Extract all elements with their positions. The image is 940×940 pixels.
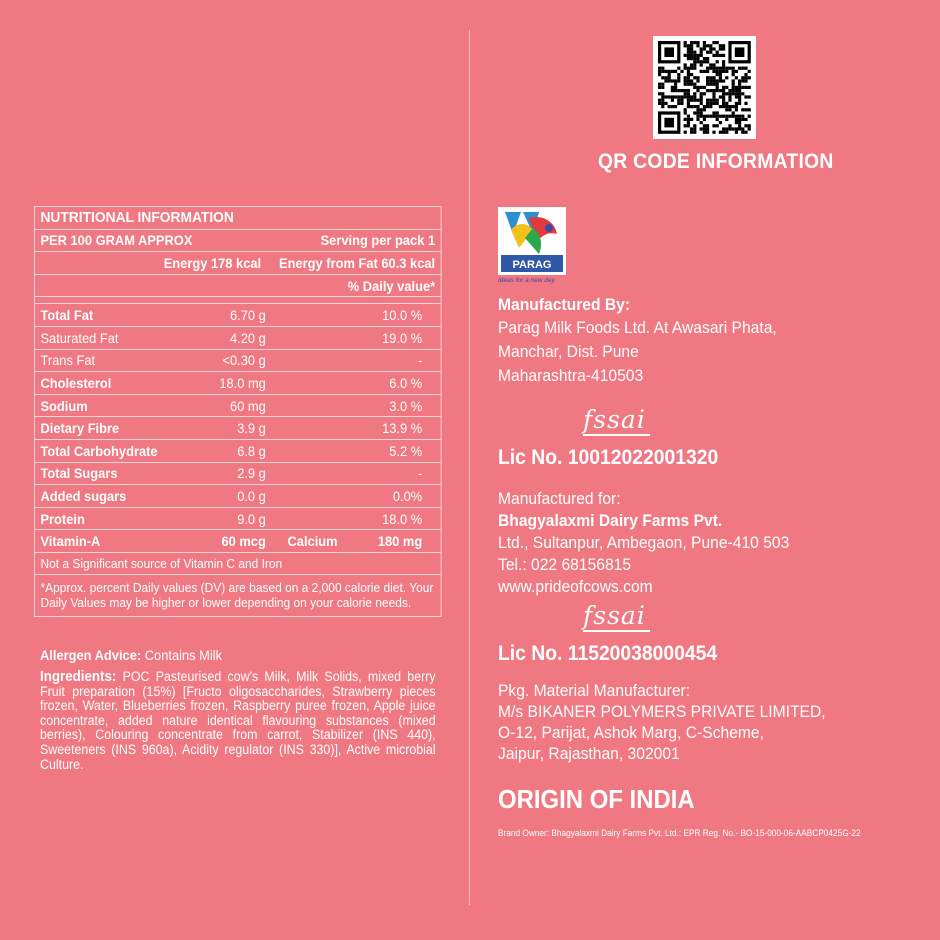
license-number-1: Lic No. 10012022001320 bbox=[498, 446, 719, 469]
nutrient-name: Added sugars bbox=[40, 487, 127, 504]
nutrient-row bbox=[35, 372, 441, 395]
nutrient-dv: 0.0% bbox=[392, 487, 423, 504]
nutrient-name: Total Carbohydrate bbox=[40, 442, 158, 459]
table-spacer bbox=[35, 297, 441, 304]
manufactured-for-block bbox=[498, 488, 789, 598]
packaging-manufacturer-block bbox=[498, 680, 826, 764]
nutrient-amount: 0.0 g bbox=[237, 487, 266, 504]
ingredients-label: Ingredients: bbox=[40, 669, 117, 685]
nutrient-dv: - bbox=[417, 465, 423, 482]
manufactured-for-heading: Manufactured for: bbox=[498, 489, 621, 508]
column-divider bbox=[469, 30, 470, 905]
nutrient-row bbox=[35, 485, 441, 508]
serving-per-pack: Serving per pack 1 bbox=[320, 232, 436, 249]
daily-value-footnote: *Approx. percent Daily values (DV) are based on a 2,000 calorie diet. Your Daily Values may be higher or lower depending on your calorie needs. bbox=[40, 579, 434, 610]
allergen-value: Contains Milk bbox=[144, 647, 223, 663]
nutrient-amount: <0.30 g bbox=[222, 352, 266, 369]
nutrient-name: Protein bbox=[40, 510, 85, 527]
allergen-label: Allergen Advice: bbox=[40, 647, 142, 663]
vitamin-calcium-row bbox=[35, 530, 441, 553]
nutrient-row bbox=[35, 395, 441, 418]
nutrient-dv: 13.9 % bbox=[382, 420, 423, 437]
nutrition-title: NUTRITIONAL INFORMATION bbox=[40, 209, 234, 227]
nutrient-name: Sodium bbox=[40, 397, 88, 414]
nutrient-row bbox=[35, 304, 441, 327]
nutrient-dv: 10.0 % bbox=[382, 307, 423, 324]
daily-value-header: % Daily value* bbox=[347, 277, 436, 294]
vitamin-a-label: Vitamin-A bbox=[40, 533, 101, 550]
manufacturer-address bbox=[498, 316, 777, 388]
brand-owner-text: Brand Owner: Bhagyalaxmi Dairy Farms Pvt. Ltd.: EPR Reg. No.- BO-15-000-06-AABCP0425G-22 bbox=[498, 828, 861, 838]
nutrient-row bbox=[35, 463, 441, 486]
nutrient-name: Dietary Fibre bbox=[40, 420, 120, 437]
packaging-line: O-12, Parijat, Ashok Marg, C-Scheme, bbox=[498, 723, 764, 742]
nutrient-amount: 6.8 g bbox=[237, 442, 266, 459]
manufacturer-line: Maharashtra-410503 bbox=[498, 366, 644, 385]
nutrient-amount: 9.0 g bbox=[237, 510, 266, 527]
vitamin-a-value: 60 mcg bbox=[221, 533, 266, 550]
packaging-line: Jaipur, Rajasthan, 302001 bbox=[498, 744, 680, 763]
nutrient-row bbox=[35, 508, 441, 531]
nutrient-dv: 6.0 % bbox=[389, 374, 423, 391]
ingredients-block bbox=[40, 670, 436, 772]
license-number-2: Lic No. 11520038000454 bbox=[498, 642, 718, 665]
manufactured-for-tel: Tel.: 022 68156815 bbox=[498, 555, 632, 574]
nutrient-row bbox=[35, 417, 441, 440]
nutrient-dv: 5.2 % bbox=[389, 442, 423, 459]
nutrient-dv: 19.0 % bbox=[382, 329, 423, 346]
packaging-line: M/s BIKANER POLYMERS PRIVATE LIMITED, bbox=[498, 702, 826, 721]
energy-from-fat: Energy from Fat 60.3 kcal bbox=[279, 254, 436, 271]
nutrition-per-row bbox=[35, 230, 441, 253]
logo-name: PARAG bbox=[512, 259, 552, 271]
nutrient-amount: 6.70 g bbox=[230, 307, 266, 324]
calcium-value: 180 mg bbox=[377, 533, 423, 550]
manufactured-for-website: www.prideofcows.com bbox=[498, 577, 653, 596]
nutrient-name: Total Sugars bbox=[40, 465, 118, 482]
calcium-label: Calcium bbox=[287, 533, 338, 550]
nutrient-row bbox=[35, 440, 441, 463]
nutrient-amount: 18.0 mg bbox=[219, 374, 266, 391]
nutrition-title-row bbox=[35, 207, 441, 230]
nutrient-row bbox=[35, 327, 441, 350]
manufactured-for-address: Ltd., Sultanpur, Ambegaon, Pune-410 503 bbox=[498, 533, 790, 552]
manufacturer-line: Manchar, Dist. Pune bbox=[498, 342, 639, 361]
nutrient-amount: 60 mg bbox=[230, 397, 266, 414]
nutrient-name: Cholesterol bbox=[40, 374, 112, 391]
ingredients-text: POC Pasteurised cow's Milk, Milk Solids, mixed berry Fruit preparation (15%) [Fructo oligosaccharides, Strawberry pieces frozen, Water, Blueberries frozen, Raspberry puree frozen, Apple juice concentrate, added nature identical flavouring substances (mixed berries), Colouring concentrate from carrot, Stabilizer (INS 440), Sweeteners (INS 960a), Acidity regulator (INS 330)], Active microbial Culture. bbox=[40, 669, 436, 772]
logo-tagline: Ideas for a new day bbox=[498, 277, 555, 284]
daily-value-header-row bbox=[35, 275, 441, 298]
energy-row bbox=[35, 252, 441, 275]
packaging-heading: Pkg. Material Manufacturer: bbox=[498, 681, 691, 700]
nutrient-dv: - bbox=[417, 352, 423, 369]
manufacturer-line: Parag Milk Foods Ltd. At Awasari Phata, bbox=[498, 318, 777, 337]
nutrient-amount: 3.9 g bbox=[237, 420, 266, 437]
fssai-logo: fssai bbox=[583, 601, 646, 630]
nutrition-table bbox=[34, 206, 442, 617]
nutrient-name: Total Fat bbox=[40, 307, 94, 324]
nutrient-amount: 2.9 g bbox=[237, 465, 266, 482]
nutrient-dv: 3.0 % bbox=[389, 397, 423, 414]
manufactured-by-heading: Manufactured By: bbox=[498, 295, 631, 314]
qr-code-title: QR CODE INFORMATION bbox=[598, 150, 834, 173]
qr-code-icon[interactable] bbox=[653, 36, 756, 139]
parag-logo bbox=[498, 207, 566, 275]
not-significant-note: Not a Significant source of Vitamin C and Iron bbox=[35, 553, 441, 575]
allergen-advice bbox=[40, 647, 222, 663]
nutrient-dv: 18.0 % bbox=[382, 510, 423, 527]
origin-text: ORIGIN OF INDIA bbox=[498, 784, 695, 814]
per-100g-label: PER 100 GRAM APPROX bbox=[40, 232, 193, 249]
nutrient-row bbox=[35, 350, 441, 373]
nutrient-name: Trans Fat bbox=[40, 352, 96, 369]
nutrient-amount: 4.20 g bbox=[230, 329, 266, 346]
nutrient-name: Saturated Fat bbox=[40, 329, 119, 346]
energy-value: Energy 178 kcal bbox=[163, 254, 262, 271]
fssai-logo: fssai bbox=[583, 405, 646, 434]
manufactured-for-company: Bhagyalaxmi Dairy Farms Pvt. bbox=[498, 511, 723, 530]
